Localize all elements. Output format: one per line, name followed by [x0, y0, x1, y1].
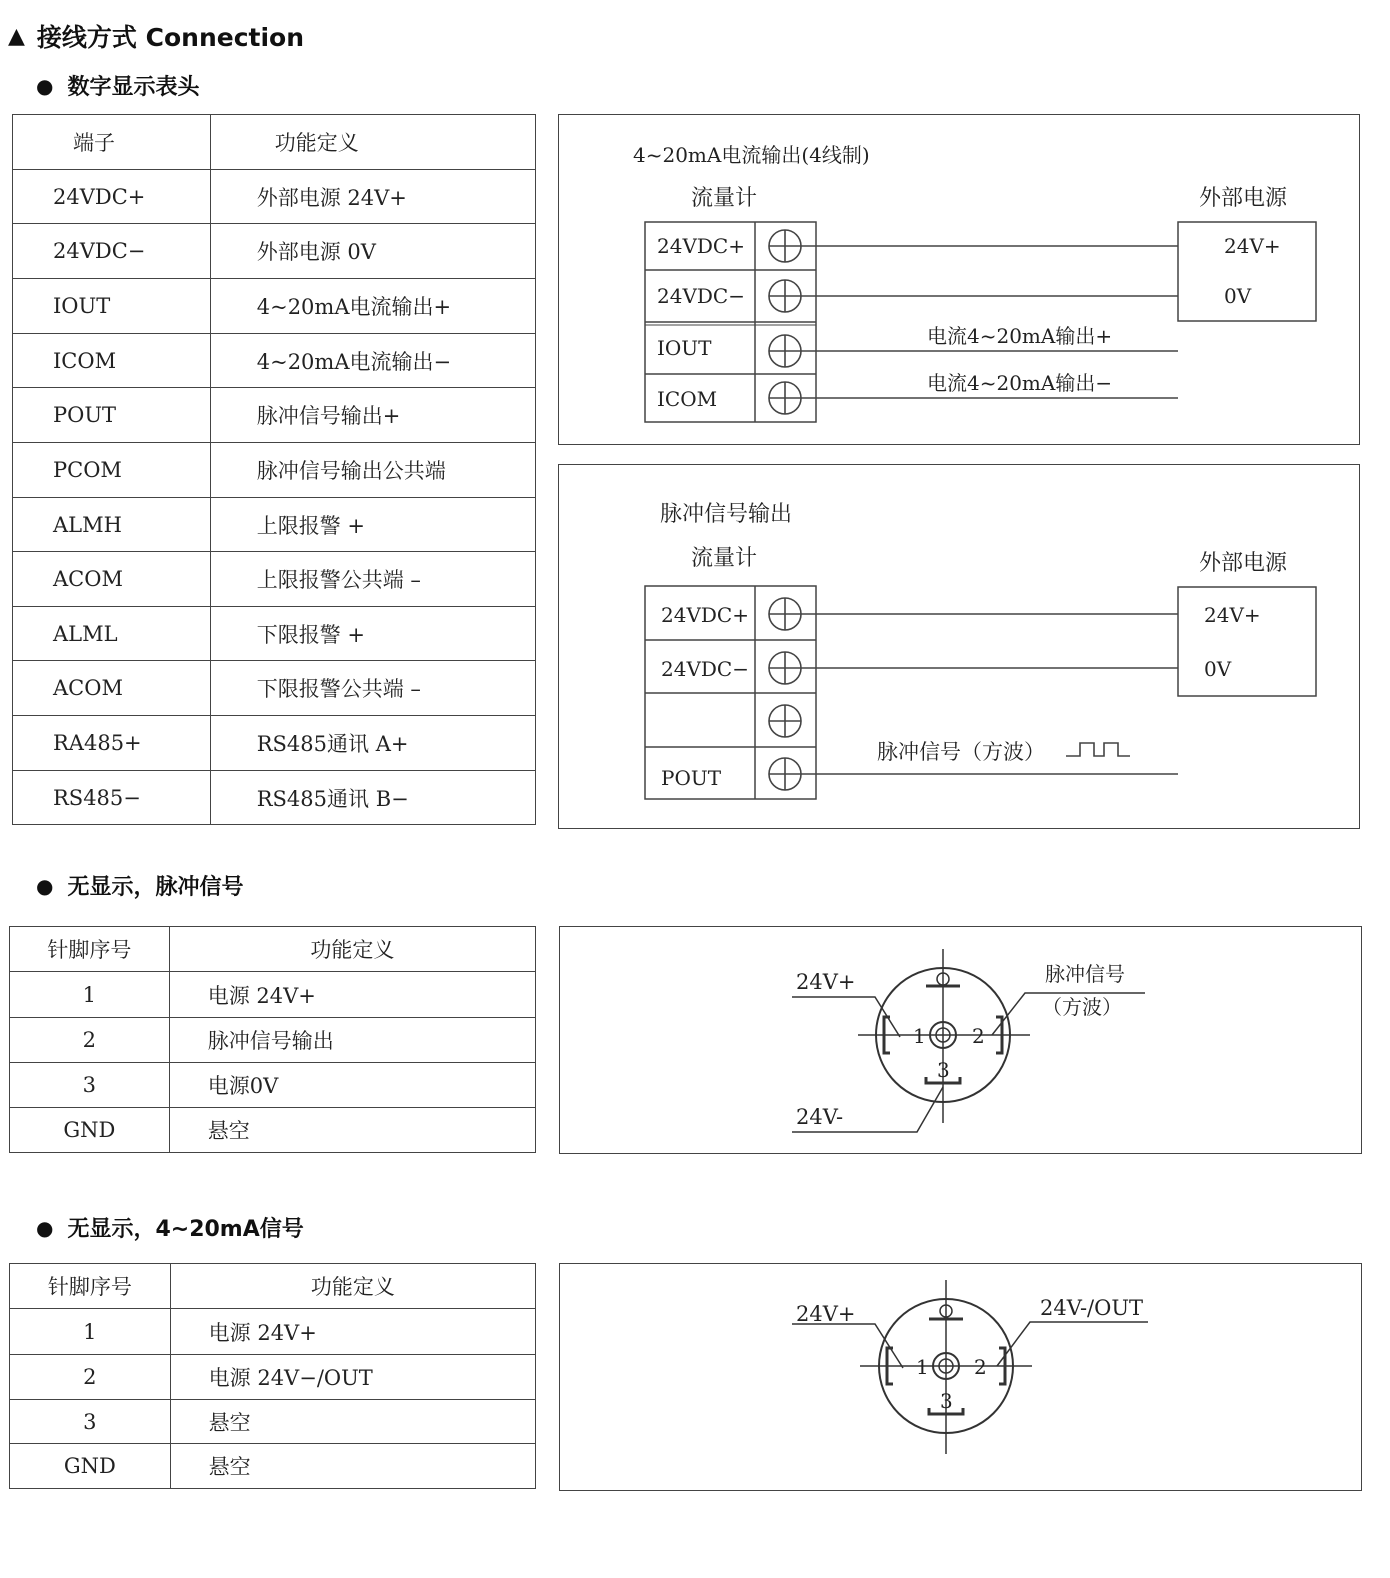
cell-terminal: ICOM: [13, 334, 211, 388]
terminal-label: 24VDC+: [661, 603, 749, 627]
table-row: [10, 1063, 536, 1108]
table-row: [10, 1444, 536, 1489]
power-label: 外部电源: [1199, 186, 1288, 211]
cell-function: 外部电源 0V: [210, 224, 535, 279]
pin-label: 2: [972, 1024, 985, 1048]
connector-label: 脉冲信号: [1045, 962, 1125, 986]
cell-function: 脉冲信号输出公共端: [210, 443, 535, 498]
cell-function: 4~20mA电流输出−: [210, 334, 535, 388]
section-current-heading: [36, 1212, 304, 1243]
cell-function: 下限报警 +: [210, 607, 535, 661]
table-row: [13, 607, 536, 661]
section-digital-title: 数字显示表头: [67, 75, 200, 100]
table-row: [13, 279, 536, 334]
header-pin: 针脚序号: [10, 1264, 171, 1309]
pin-label: 2: [974, 1355, 987, 1379]
pulse-connector-drawing: [560, 927, 1363, 1155]
table-header-row: [10, 1264, 536, 1309]
cell-function: 悬空: [170, 1400, 535, 1444]
cell-terminal: 24VDC−: [13, 224, 211, 279]
connector-label: 24V+: [796, 1302, 856, 1326]
cell-function: 脉冲信号输出+: [210, 388, 535, 443]
terminal-label: 24VDC+: [657, 234, 745, 258]
power-terminal-label: 0V: [1204, 657, 1232, 681]
terminal-label: 24VDC−: [657, 284, 745, 308]
cell-function: RS485通讯 B−: [210, 771, 535, 825]
meter-label: 流量计: [691, 546, 758, 571]
cell-pin: 2: [10, 1355, 171, 1400]
terminal-label: 24VDC−: [661, 657, 749, 681]
section-current-title: 无显示，4~20mA信号: [67, 1217, 304, 1242]
table-row: [10, 1400, 536, 1444]
table-header-row: [13, 115, 536, 170]
page-heading-text: 接线方式 Connection: [36, 23, 305, 52]
pin-label: 1: [916, 1355, 929, 1379]
power-terminal-label: 24V+: [1224, 234, 1281, 258]
bullet-icon: ●: [36, 1215, 54, 1240]
cell-function: 电源 24V+: [170, 1309, 535, 1355]
pin-label: 3: [937, 1058, 950, 1082]
table-row: [13, 552, 536, 607]
section-pulse-heading: [36, 870, 243, 901]
cell-terminal: PCOM: [13, 443, 211, 498]
cell-pin: 1: [10, 972, 170, 1018]
table-row: [13, 661, 536, 716]
cell-function: 外部电源 24V+: [210, 170, 535, 224]
terminal-label: IOUT: [657, 336, 712, 360]
cell-function: 电源 24V+: [169, 972, 535, 1018]
cell-pin: 3: [10, 1400, 171, 1444]
power-terminal-label: 0V: [1224, 284, 1252, 308]
pulse-connector-diagram: [559, 926, 1362, 1154]
triangle-up-icon: ▲: [8, 23, 25, 49]
cell-function: 上限报警 +: [210, 498, 535, 552]
header-function: 功能定义: [170, 1264, 535, 1309]
power-label: 外部电源: [1199, 551, 1288, 576]
cell-terminal: ACOM: [13, 661, 211, 716]
meter-label: 流量计: [691, 186, 758, 211]
table-row: [10, 972, 536, 1018]
header-function: 功能定义: [169, 927, 535, 972]
screw-terminal-icon: [769, 598, 801, 790]
cell-terminal: RA485+: [13, 716, 211, 771]
connector-label: 24V-/OUT: [1040, 1296, 1144, 1320]
table-row: [13, 224, 536, 279]
signal-label: 脉冲信号（方波）: [877, 740, 1045, 764]
pin-label: 3: [940, 1389, 953, 1413]
section-pulse-title: 无显示，脉冲信号: [67, 875, 244, 900]
cell-terminal: RS485−: [13, 771, 211, 825]
table-row: [13, 498, 536, 552]
page-heading: [8, 18, 304, 54]
cell-function: 脉冲信号输出: [169, 1018, 535, 1063]
current-connector-drawing: [560, 1264, 1363, 1492]
pulse-pin-table: [9, 926, 536, 1153]
terminal-label: POUT: [661, 766, 722, 790]
current-output-wiring: [559, 115, 1361, 446]
cell-terminal: IOUT: [13, 279, 211, 334]
table-row: [10, 1018, 536, 1063]
header-function: 功能定义: [210, 115, 535, 170]
current-pin-table: [9, 1263, 536, 1489]
cell-function: 下限报警公共端 –: [210, 661, 535, 716]
section-digital-heading: [36, 70, 199, 101]
cell-pin: GND: [10, 1444, 171, 1489]
cell-function: 电源0V: [169, 1063, 535, 1108]
cell-pin: 3: [10, 1063, 170, 1108]
cell-function: 上限报警公共端 –: [210, 552, 535, 607]
connector-label: 24V+: [796, 970, 856, 994]
table-row: [13, 771, 536, 825]
table-row: [13, 443, 536, 498]
power-terminal-label: 24V+: [1204, 603, 1261, 627]
cell-function: 悬空: [169, 1108, 535, 1153]
table-row: [10, 1108, 536, 1153]
cell-function: RS485通讯 A+: [210, 716, 535, 771]
cell-terminal: POUT: [13, 388, 211, 443]
cell-pin: GND: [10, 1108, 170, 1153]
bullet-icon: ●: [36, 73, 54, 98]
signal-label: 电流4~20mA输出−: [927, 371, 1113, 395]
table-row: [13, 170, 536, 224]
terminal-label: ICOM: [657, 387, 718, 411]
cell-pin: 2: [10, 1018, 170, 1063]
square-wave-icon: [1066, 743, 1130, 756]
cell-terminal: ALML: [13, 607, 211, 661]
table-row: [10, 1309, 536, 1355]
pin-label: 1: [913, 1024, 926, 1048]
signal-label: 电流4~20mA输出+: [927, 324, 1113, 348]
pulse-output-wiring: [559, 465, 1361, 830]
cell-terminal: 24VDC+: [13, 170, 211, 224]
connector-label: （方波）: [1042, 995, 1122, 1019]
cell-function: 电源 24V−/OUT: [170, 1355, 535, 1400]
table-row: [13, 334, 536, 388]
table-header-row: [10, 927, 536, 972]
table-row: [13, 716, 536, 771]
diagram-title: 脉冲信号输出: [660, 502, 793, 527]
current-output-diagram: [558, 114, 1360, 445]
diagram-title: 4~20mA电流输出(4线制): [633, 143, 870, 167]
digital-terminal-table: [12, 114, 536, 825]
cell-function: 4~20mA电流输出+: [210, 279, 535, 334]
table-row: [13, 388, 536, 443]
connector-label: 24V-: [796, 1105, 844, 1129]
current-connector-diagram: [559, 1263, 1362, 1491]
cell-terminal: ACOM: [13, 552, 211, 607]
header-terminal: 端子: [13, 115, 211, 170]
cell-function: 悬空: [170, 1444, 535, 1489]
table-row: [10, 1355, 536, 1400]
bullet-icon: ●: [36, 873, 54, 898]
pulse-output-diagram: [558, 464, 1360, 829]
header-pin: 针脚序号: [10, 927, 170, 972]
cell-terminal: ALMH: [13, 498, 211, 552]
cell-pin: 1: [10, 1309, 171, 1355]
